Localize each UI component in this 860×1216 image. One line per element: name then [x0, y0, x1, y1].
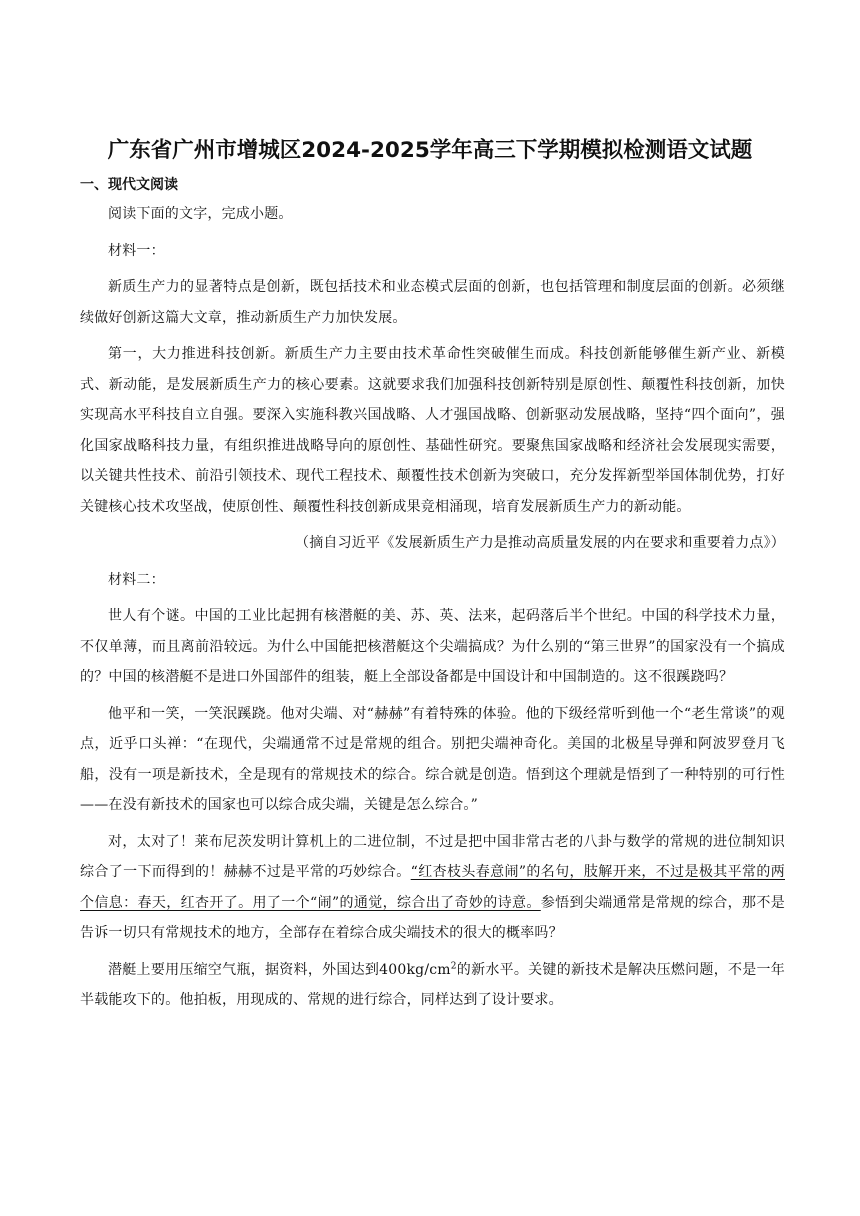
document-body [80, 199, 785, 1016]
material1-label: 材料一： [108, 242, 165, 259]
material1-paragraph-1: 新质生产力的显著特点是创新，既包括技术和业态模式层面的创新，也包括管理和制度层面的创新。必须继续做好创新这篇大文章，推动新质生产力加快发展。 [80, 279, 785, 326]
instruction-text: 阅读下面的文字，完成小题。 [108, 206, 293, 222]
document-title: 广东省广州市增城区2024-2025学年高三下学期模拟检测语文试题 [107, 138, 753, 163]
material1-source: （摘自习近平《发展新质生产力是推动高质量发展的内在要求和重要着力点》） [295, 535, 785, 551]
material2-paragraph-2: 他平和一笑，一笑泯蹊跷。他对尖端、对“赫赫”有着特殊的体验。他的下级经常听到他一个“老生常谈”的观点，近乎口头禅：“在现代，尖端通常不过是常规的组合。别把尖端神奇化。美国的北极星导弹和阿波罗登月飞船，没有一项是新技术，全是现有的常规技术的综合。综合就是创造。悟到这个理就是悟到了一种特别的可行性——在没有新技术的国家也可以综合成尖端，关键是怎么综合。” [80, 705, 785, 813]
material2-paragraph-4 [80, 955, 785, 1016]
paragraph-4-text-end: 的新水平。关键的新技术是解决压燃问题，不是一年半载能攻下的。他拍板，用现成的、常规的进行综合，同样达到了设计要求。 [80, 961, 785, 1008]
paragraph-4-text-start: 潜艇上要用压缩空气瓶，据资料，外国达到400kg/cm [108, 961, 451, 978]
section-heading: 一、现代文阅读 [80, 177, 178, 193]
material1-paragraph-2: 第一，大力推进科技创新。新质生产力主要由技术革命性突破催生而成。科技创新能够催生新产业、新模式、新动能，是发展新质生产力的核心要素。这就要求我们加强科技创新特别是原创性、颠覆性科技创新，加快实现高水平科技自立自强。要深入实施科教兴国战略、人才强国战略、创新驱动发展战略，坚持“四个面向”，强化国家战略科技力量，有组织推进战略导向的原创性、基础性研究。要聚焦国家战略和经济社会发展现实需要，以关键共性技术、前沿引领技术、现代工程技术、颠覆性技术创新为突破口，充分发挥新型举国体制优势，打好关键核心技术攻坚战，使原创性、颠覆性科技创新成果竞相涌现，培育发展新质生产力的新动能。 [80, 346, 785, 515]
paragraph-3-text-start: 对，太对了！莱布尼茨发明计算机上的二进位制，不过是把中国非常古老的八卦与数学的常规的进位制知识综合了一下而得到的！赫赫不过是平常的巧妙综合。 [80, 833, 785, 880]
underlined-quote: “红杏枝头春意闹”的名句，肢解开来，不过是极其平常的两个信息：春天，红杏开了。用了一个“闹”的通觉，综合出了奇妙的诗意。 [80, 864, 785, 911]
material2-label: 材料二： [108, 571, 165, 588]
paragraph-3-text-end: 参悟到尖端通常是常规的综合，那不是告诉一切只有常规技术的地方，全部存在着综合成尖端技术的很大的概率吗？ [80, 894, 785, 941]
superscript-exponent: 2 [450, 960, 457, 971]
material2-paragraph-3 [80, 827, 785, 949]
material2-paragraph-1: 世人有个谜。中国的工业比起拥有核潜艇的美、苏、英、法来，起码落后半个世纪。中国的科学技术力量，不仅单薄，而且离前沿较远。为什么中国能把核潜艇这个尖端搞成？为什么别的“第三世界”的国家没有一个搞成的？中国的核潜艇不是进口外国部件的组装，艇上全部设备都是中国设计和中国制造的。这不很蹊跷吗？ [80, 608, 785, 685]
